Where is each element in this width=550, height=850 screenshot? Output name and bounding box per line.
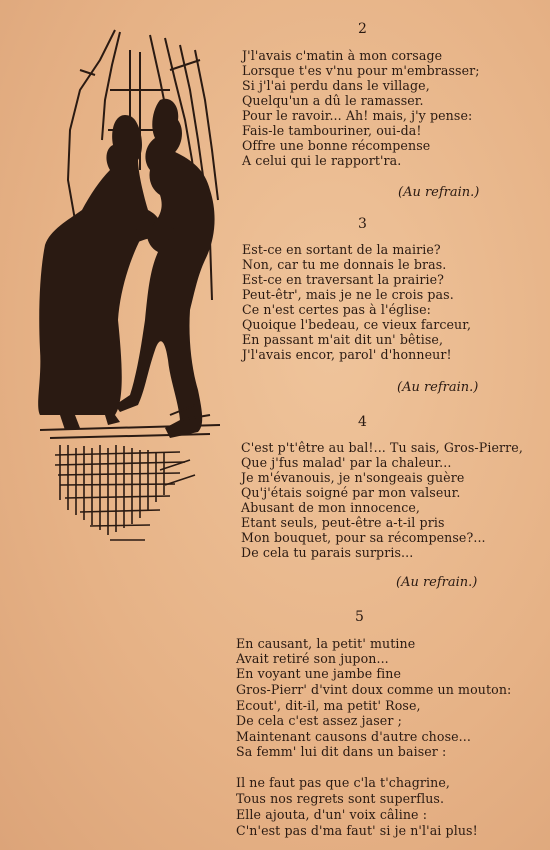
verse-line: Ce n'est certes pas à l'église: xyxy=(242,302,432,317)
verse-line: J'l'avais encor, parol' d'honneur! xyxy=(242,347,452,362)
couple-silhouette-illustration xyxy=(20,20,230,450)
verse-line: Lorsque t'es v'nu pour m'embrasser; xyxy=(242,63,480,78)
stanza-number: 2 xyxy=(358,21,367,37)
verse-line: Gros-Pierr' d'vint doux comme un mouton: xyxy=(236,682,512,697)
verse-line: Abusant de mon innocence, xyxy=(241,500,421,515)
verse-line: Fais-le tambouriner, oui-da! xyxy=(242,123,422,138)
verse-line: C'n'est pas d'ma faut' si je n'l'ai plus! xyxy=(236,823,478,838)
verse-line: Avait retiré son jupon... xyxy=(236,651,389,666)
verse-line: Il ne faut pas que c'la t'chagrine, xyxy=(236,775,451,790)
verse-line: En causant, la petit' mutine xyxy=(236,636,416,651)
stanza-number: 4 xyxy=(358,414,367,430)
verse-line: Non, car tu me donnais le bras. xyxy=(242,257,447,272)
verse-line: Mon bouquet, pour sa récompense?... xyxy=(241,530,486,545)
verse-line: Offre une bonne récompense xyxy=(242,138,431,153)
verse-line: Quelqu'un a dû le ramasser. xyxy=(242,93,424,108)
verse-line: Tous nos regrets sont superflus. xyxy=(236,791,445,806)
verse-line: En passant m'ait dit un' bêtise, xyxy=(242,332,444,347)
verse-line: De cela tu parais surpris... xyxy=(241,545,414,560)
verse-line: En voyant une jambe fine xyxy=(236,666,402,681)
verse-line: Si j'l'ai perdu dans le village, xyxy=(242,78,430,93)
verse-line: Je m'évanouis, je n'songeais guère xyxy=(241,470,465,485)
verse-line: Sa femm' lui dit dans un baiser : xyxy=(236,744,447,759)
verse-line: Est-ce en sortant de la mairie? xyxy=(242,242,441,257)
verse-line: Est-ce en traversant la prairie? xyxy=(242,272,444,287)
stanza-number: 3 xyxy=(358,216,367,232)
verse-line: A celui qui le rapport'ra. xyxy=(242,153,402,168)
verse-line: Peut-êtr', mais je ne le crois pas. xyxy=(242,287,454,302)
verse-line: J'l'avais c'matin à mon corsage xyxy=(242,48,443,63)
verse-line: Etant seuls, peut-être a-t-il pris xyxy=(241,515,445,530)
verse-line: Maintenant causons d'autre chose... xyxy=(236,729,471,744)
refrain-note: (Au refrain.) xyxy=(397,380,479,395)
verse-line: Qu'j'étais soigné par mon valseur. xyxy=(241,485,461,500)
verse-line: C'est p't'être au bal!... Tu sais, Gros-Pierre, xyxy=(241,440,523,455)
verse-line: Elle ajouta, d'un' voix câline : xyxy=(236,807,428,822)
verse-line: De cela c'est assez jaser ; xyxy=(236,713,402,728)
stanza-number: 5 xyxy=(355,609,364,625)
verse-line: Que j'fus malad' par la chaleur... xyxy=(241,455,452,470)
verse-line: Ecout', dit-il, ma petit' Rose, xyxy=(236,698,421,713)
floor-reflection-hatching xyxy=(50,440,200,550)
refrain-note: (Au refrain.) xyxy=(396,575,478,590)
refrain-note: (Au refrain.) xyxy=(398,185,480,200)
verse-line: Quoique l'bedeau, ce vieux farceur, xyxy=(242,317,472,332)
verse-line: Pour le ravoir... Ah! mais, j'y pense: xyxy=(242,108,473,123)
